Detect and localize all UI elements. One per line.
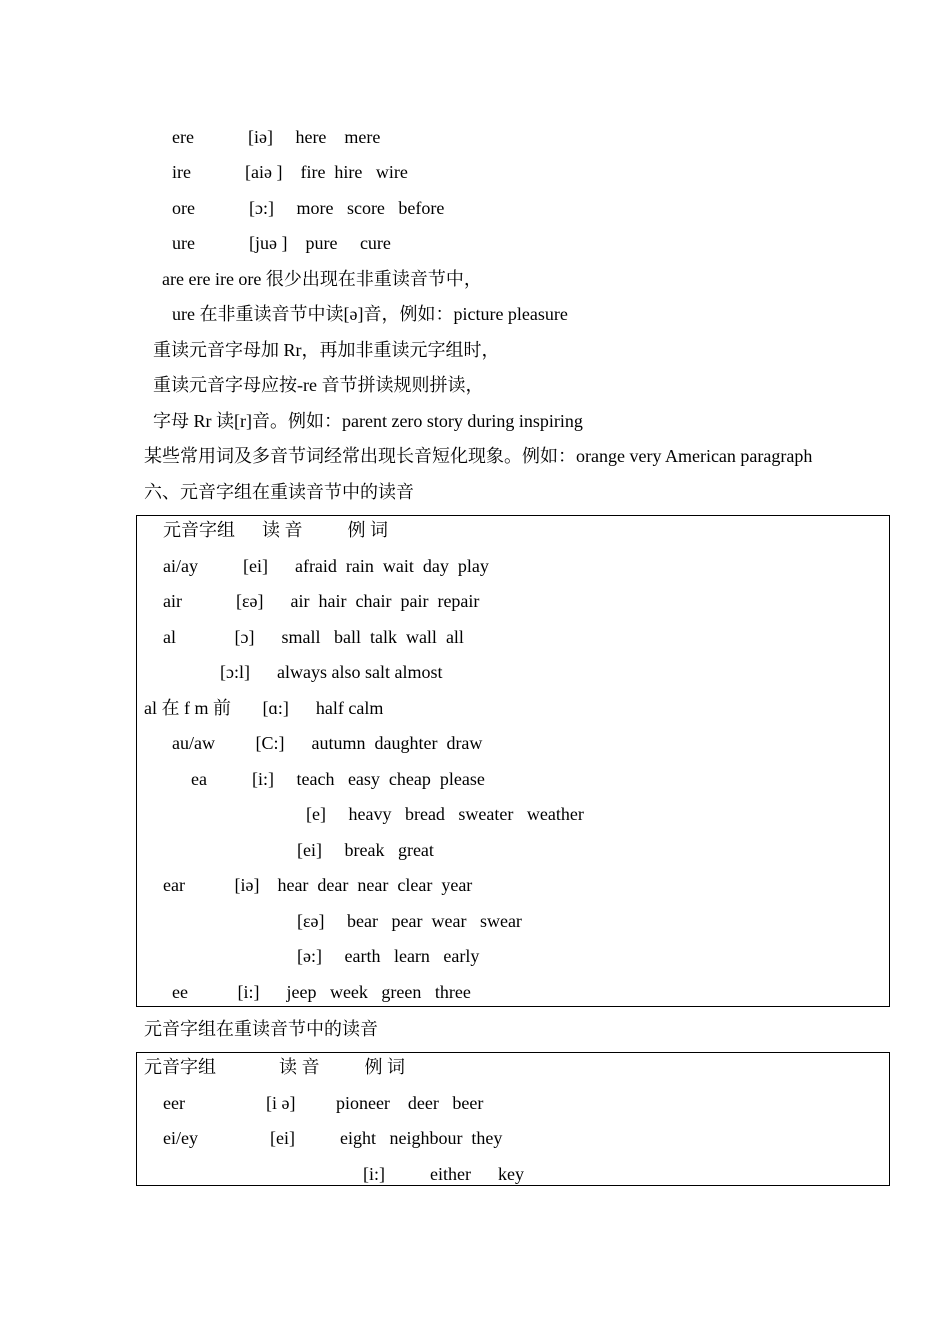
table-row: ee [i:] jeep week green three: [172, 982, 471, 1002]
table-row: al [ɔ] small ball talk wall all: [163, 627, 464, 647]
text-line: ere [iə] here mere: [172, 127, 381, 147]
table-row: ai/ay [ei] afraid rain wait day play: [163, 556, 489, 576]
text-line: 字母 Rr 读[r]音。例如：parent zero story during inspiring: [153, 411, 583, 431]
text-line: 重读元音字母应按-re 音节拼读规则拼读，: [153, 375, 484, 395]
text-line: are ere ire ore 很少出现在非重读音节中，: [162, 269, 482, 289]
table-header: 元音字组 读 音 例 词: [144, 1057, 405, 1077]
table-row: [ə:] earth learn early: [297, 946, 480, 966]
text-line: 某些常用词及多音节词经常出现长音短化现象。例如：orange very American paragraph: [144, 446, 813, 466]
table-row: [ɔ:l] always also salt almost: [220, 662, 443, 682]
table-row: [i:] either key: [363, 1164, 524, 1184]
table-row: [εə] bear pear wear swear: [297, 911, 522, 931]
table-row: air [εə] air hair chair pair repair: [163, 591, 480, 611]
section-heading: 六、元音字组在重读音节中的读音: [144, 482, 414, 502]
table-caption: 元音字组在重读音节中的读音: [144, 1019, 378, 1039]
text-line: 重读元音字母加 Rr，再加非重读元字组时，: [153, 340, 500, 360]
table-row: [ei] break great: [297, 840, 434, 860]
table-row: [e] heavy bread sweater weather: [306, 804, 584, 824]
text-line: ure 在非重读音节中读[ə]音，例如：picture pleasure: [172, 304, 568, 324]
text-line: ire [aiə ] fire hire wire: [172, 162, 408, 182]
table-header: 元音字组 读 音 例 词: [163, 520, 388, 540]
text-line: ure [juə ] pure cure: [172, 233, 391, 253]
table-row: ear [iə] hear dear near clear year: [163, 875, 473, 895]
vowel-table-1: [136, 515, 890, 1007]
table-row: eer [i ə] pioneer deer beer: [163, 1093, 484, 1113]
text-line: ore [ɔ:] more score before: [172, 198, 445, 218]
table-row: ei/ey [ei] eight neighbour they: [163, 1128, 503, 1148]
table-row: ea [i:] teach easy cheap please: [191, 769, 485, 789]
table-row: au/aw [C:] autumn daughter draw: [172, 733, 483, 753]
table-row: al 在 f m 前 [ɑ:] half calm: [144, 698, 384, 718]
